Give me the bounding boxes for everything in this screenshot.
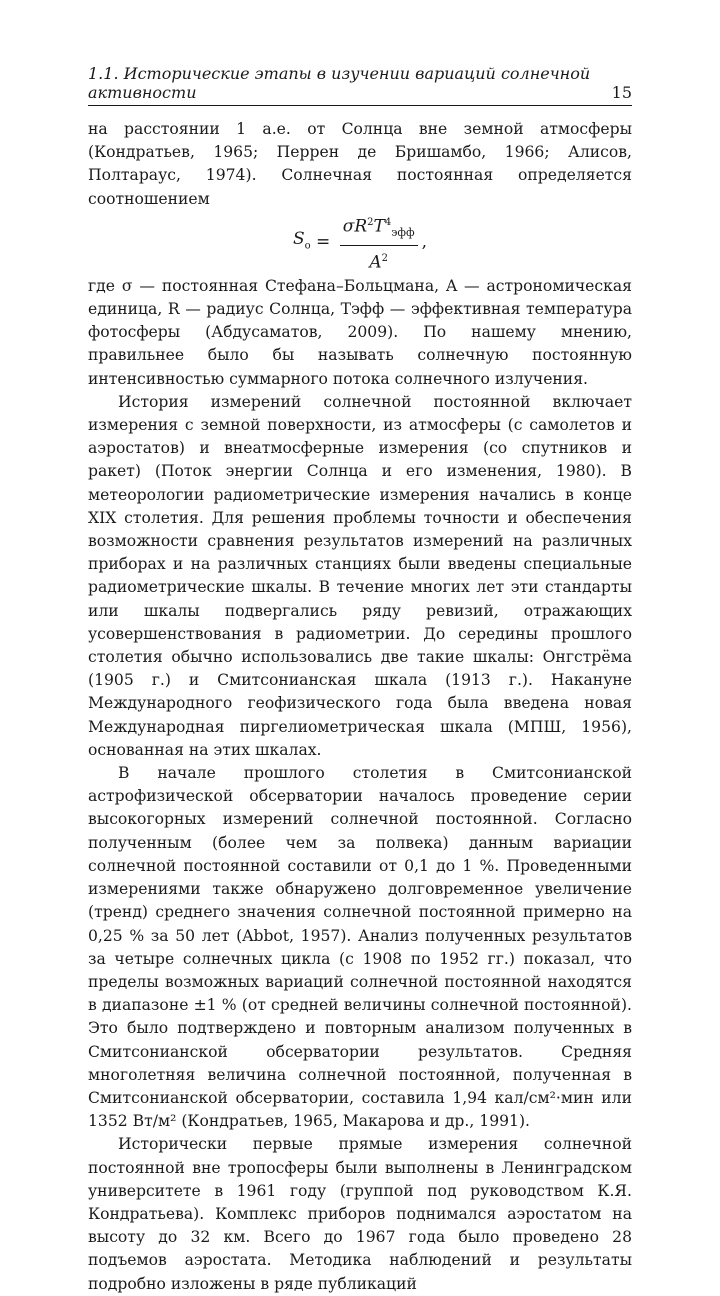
page-body: [88, 118, 632, 1296]
formula-lhs: $S_o$: [292, 229, 311, 252]
paragraph-3: История измерений солнечной постоянной включает измерения с земной поверхности, из атмосферы (с самолетов и аэростатов) и внеатмосферные измерения (со спутников и ракет) (Поток энергии Солнца и его изменения, 1980). В метеорологии радиометрические измерения начались в конце XIX столетия. Для решения проблемы точности и обеспечения возможности сравнения результатов измерений на различных приборах и на различных станциях были введены специальные радиометрические шкалы. В течение многих лет эти стандарты или шкалы подвергались ряду ревизий, отражающих усовершенствования в радиометрии. До середины прошлого столетия обычно использовались две такие шкалы: Онгстрёма (1905 г.) и Смитсонианская шкала (1913 г.). Накануне Международного геофизического года была введена новая Международная пиргелиометрическая шкала (МПШ, 1956), основанная на этих шкалах.: [88, 392, 632, 759]
formula-denominator: $A^2$: [369, 252, 388, 273]
formula-comma: ,: [421, 232, 428, 253]
running-header: [88, 64, 632, 106]
paragraph-4: В начале прошлого столетия в Смитсонианской астрофизической обсерватории началось проведение серии высокогорных измерений солнечной постоянной. Согласно полученным (более чем за полвека) данным вариации солнечной постоянной составили от 0,1 до 1 %. Проведенными измерениями также обнаружено долговременное увеличение (тренд) среднего значения солнечной постоянной примерно на 0,25 % за 50 лет (Abbot, 1957). Анализ полученных результатов за четыре солнечных цикла (с 1908 по 1952 гг.) показал, что пределы возможных вариаций солнечной постоянной находятся в диапазоне ±1 % (от средней величины солнечной постоянной). Это было подтверждено и повторным анализом полученных в Смитсонианской обсерватории результатов. Средняя многолетняя величина солнечной постоянной, полученная в Смитсонианской обсерватории, составила 1,94 кал/см²·мин или 1352 Вт/м² (Кондратьев, 1965, Макарова и др., 1991).: [88, 764, 632, 1131]
running-header-title: 1.1. Исторические этапы в изучении вариаций солнечной активности: [88, 64, 591, 102]
formula-equals: =: [310, 232, 336, 253]
paragraph-1: на расстоянии 1 а.е. от Солнца вне земной атмосферы (Кондратьев, 1965; Перрен де Бришамбо, 1966; Алисов, Полтараус, 1974). Солнечная постоянная определяется соотношением: [88, 120, 632, 208]
formula-numerator: $\sigma R^2T^4_{эфф}$: [340, 211, 418, 246]
paragraph-2: где σ — постоянная Стефана–Больцмана, A — астрономическая единица, R — радиус Солнца, Tэфф — эффективная температура фотосферы (Абдусаматов, 2009). По нашему мнению, правильнее было бы называть солнечную постоянную интенсивностью суммарного потока солнечного излучения.: [88, 276, 632, 388]
page-number: 15: [611, 83, 632, 102]
solar-constant-formula: [88, 211, 632, 275]
paragraph-5: Исторически первые прямые измерения солнечной постоянной вне тропосферы были выполнены в Ленинградском университете в 1961 году (группой под руководством К.Я. Кондратьева). Комплекс приборов поднимался аэростатом на высоту до 32 км. Всего до 1967 года было проведено 28 подъемов аэростата. Методика наблюдений и результаты подробно изложены в ряде публикаций: [88, 1135, 632, 1293]
formula-fraction: [340, 211, 418, 275]
